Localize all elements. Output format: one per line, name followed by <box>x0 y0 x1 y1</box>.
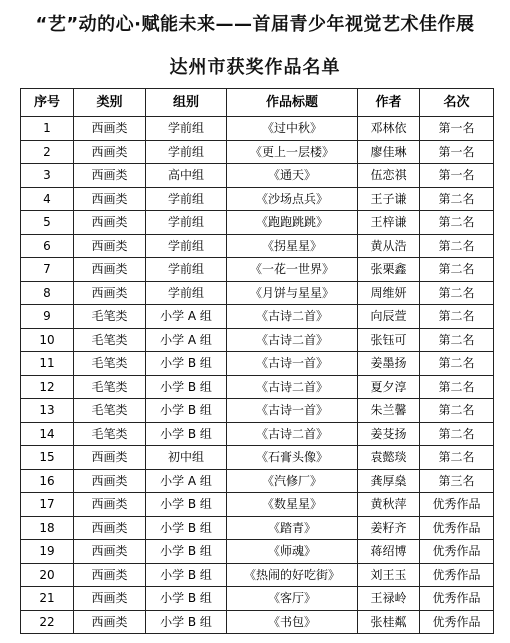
cell-group: 小学 B 组 <box>146 375 227 399</box>
cell-category: 西画类 <box>74 164 146 188</box>
cell-work-title: 《客厅》 <box>227 587 358 611</box>
cell-number: 17 <box>21 493 74 517</box>
cell-work-title: 《古诗二首》 <box>227 375 358 399</box>
table-row <box>21 563 494 587</box>
cell-group: 学前组 <box>146 140 227 164</box>
cell-rank: 第二名 <box>420 422 494 446</box>
cell-author: 张栗鑫 <box>358 258 420 282</box>
cell-author: 王梓谦 <box>358 211 420 235</box>
header-category: 类别 <box>74 89 146 117</box>
cell-work-title: 《一花一世界》 <box>227 258 358 282</box>
table-row <box>21 258 494 282</box>
cell-rank: 第一名 <box>420 117 494 141</box>
cell-category: 西画类 <box>74 587 146 611</box>
cell-author: 蒋绍博 <box>358 540 420 564</box>
table-row <box>21 164 494 188</box>
cell-author: 王禄岭 <box>358 587 420 611</box>
cell-category: 毛笔类 <box>74 422 146 446</box>
cell-group: 小学 A 组 <box>146 469 227 493</box>
cell-number: 15 <box>21 446 74 470</box>
cell-author: 朱兰馨 <box>358 399 420 423</box>
cell-rank: 第二名 <box>420 446 494 470</box>
cell-author: 姜芟扬 <box>358 422 420 446</box>
cell-rank: 第二名 <box>420 211 494 235</box>
cell-rank: 第二名 <box>420 281 494 305</box>
table-row <box>21 375 494 399</box>
cell-author: 姜籽齐 <box>358 516 420 540</box>
cell-group: 小学 B 组 <box>146 422 227 446</box>
header-work-title: 作品标题 <box>227 89 358 117</box>
cell-work-title: 《古诗二首》 <box>227 422 358 446</box>
cell-group: 小学 B 组 <box>146 563 227 587</box>
cell-group: 小学 A 组 <box>146 305 227 329</box>
cell-rank: 第二名 <box>420 328 494 352</box>
table-row <box>21 211 494 235</box>
table-row <box>21 352 494 376</box>
cell-work-title: 《古诗二首》 <box>227 328 358 352</box>
cell-work-title: 《古诗一首》 <box>227 352 358 376</box>
table-row <box>21 610 494 634</box>
cell-rank: 第一名 <box>420 140 494 164</box>
cell-group: 高中组 <box>146 164 227 188</box>
cell-work-title: 《汽修厂》 <box>227 469 358 493</box>
cell-author: 龚厚燊 <box>358 469 420 493</box>
cell-group: 小学 B 组 <box>146 540 227 564</box>
cell-work-title: 《拐星星》 <box>227 234 358 258</box>
cell-category: 西画类 <box>74 516 146 540</box>
header-rank: 名次 <box>420 89 494 117</box>
cell-author: 刘王玉 <box>358 563 420 587</box>
cell-number: 20 <box>21 563 74 587</box>
table-row <box>21 399 494 423</box>
cell-work-title: 《热闹的好吃街》 <box>227 563 358 587</box>
cell-number: 21 <box>21 587 74 611</box>
cell-rank: 优秀作品 <box>420 563 494 587</box>
cell-category: 西画类 <box>74 540 146 564</box>
table-row <box>21 305 494 329</box>
cell-work-title: 《通天》 <box>227 164 358 188</box>
header-group: 组别 <box>146 89 227 117</box>
cell-number: 22 <box>21 610 74 634</box>
cell-category: 毛笔类 <box>74 375 146 399</box>
table-row <box>21 117 494 141</box>
page-subtitle: 达州市获奖作品名单 <box>169 57 341 78</box>
cell-work-title: 《踏青》 <box>227 516 358 540</box>
cell-number: 14 <box>21 422 74 446</box>
page-title: “艺”动的心·赋能未来——首届青少年视觉艺术佳作展 <box>35 14 475 35</box>
cell-category: 西画类 <box>74 258 146 282</box>
cell-author: 黄秋萍 <box>358 493 420 517</box>
cell-work-title: 《更上一层楼》 <box>227 140 358 164</box>
cell-work-title: 《古诗二首》 <box>227 305 358 329</box>
cell-work-title: 《师魂》 <box>227 540 358 564</box>
table-row <box>21 469 494 493</box>
cell-author: 袁懿琰 <box>358 446 420 470</box>
cell-rank: 优秀作品 <box>420 493 494 517</box>
cell-work-title: 《过中秋》 <box>227 117 358 141</box>
cell-group: 小学 B 组 <box>146 399 227 423</box>
cell-author: 邓林依 <box>358 117 420 141</box>
cell-number: 5 <box>21 211 74 235</box>
cell-work-title: 《跑跑跳跳》 <box>227 211 358 235</box>
cell-work-title: 《石膏头像》 <box>227 446 358 470</box>
table-body <box>21 117 494 634</box>
cell-category: 毛笔类 <box>74 399 146 423</box>
cell-rank: 第二名 <box>420 187 494 211</box>
cell-category: 西画类 <box>74 211 146 235</box>
cell-group: 学前组 <box>146 211 227 235</box>
cell-rank: 第二名 <box>420 305 494 329</box>
table-row <box>21 446 494 470</box>
cell-category: 西画类 <box>74 117 146 141</box>
table-row <box>21 422 494 446</box>
cell-category: 西画类 <box>74 281 146 305</box>
cell-category: 毛笔类 <box>74 352 146 376</box>
cell-author: 伍恋祺 <box>358 164 420 188</box>
table-header-row <box>21 89 494 117</box>
cell-group: 小学 B 组 <box>146 610 227 634</box>
cell-work-title: 《古诗一首》 <box>227 399 358 423</box>
cell-number: 18 <box>21 516 74 540</box>
cell-number: 6 <box>21 234 74 258</box>
header-number: 序号 <box>21 89 74 117</box>
table-row <box>21 140 494 164</box>
cell-number: 8 <box>21 281 74 305</box>
cell-rank: 优秀作品 <box>420 516 494 540</box>
table-row <box>21 493 494 517</box>
cell-number: 19 <box>21 540 74 564</box>
cell-category: 西画类 <box>74 446 146 470</box>
cell-group: 小学 B 组 <box>146 587 227 611</box>
table-row <box>21 234 494 258</box>
cell-number: 3 <box>21 164 74 188</box>
cell-rank: 优秀作品 <box>420 540 494 564</box>
cell-category: 西画类 <box>74 493 146 517</box>
cell-rank: 第三名 <box>420 469 494 493</box>
cell-group: 小学 B 组 <box>146 493 227 517</box>
cell-author: 张桂粼 <box>358 610 420 634</box>
cell-rank: 优秀作品 <box>420 587 494 611</box>
cell-group: 小学 A 组 <box>146 328 227 352</box>
table-row <box>21 540 494 564</box>
cell-author: 王子谦 <box>358 187 420 211</box>
cell-category: 毛笔类 <box>74 328 146 352</box>
cell-rank: 第二名 <box>420 375 494 399</box>
cell-author: 向辰萱 <box>358 305 420 329</box>
cell-category: 西画类 <box>74 234 146 258</box>
award-list-table <box>20 88 494 634</box>
cell-rank: 第二名 <box>420 399 494 423</box>
cell-group: 学前组 <box>146 258 227 282</box>
table-row <box>21 281 494 305</box>
cell-group: 小学 B 组 <box>146 352 227 376</box>
cell-group: 学前组 <box>146 187 227 211</box>
cell-rank: 第一名 <box>420 164 494 188</box>
cell-rank: 优秀作品 <box>420 610 494 634</box>
table-row <box>21 187 494 211</box>
cell-number: 10 <box>21 328 74 352</box>
cell-number: 16 <box>21 469 74 493</box>
table-row <box>21 516 494 540</box>
cell-number: 1 <box>21 117 74 141</box>
table-row <box>21 328 494 352</box>
cell-category: 西画类 <box>74 563 146 587</box>
cell-rank: 第二名 <box>420 234 494 258</box>
cell-author: 周维妍 <box>358 281 420 305</box>
cell-number: 11 <box>21 352 74 376</box>
cell-number: 7 <box>21 258 74 282</box>
cell-number: 2 <box>21 140 74 164</box>
cell-group: 小学 B 组 <box>146 516 227 540</box>
cell-number: 12 <box>21 375 74 399</box>
cell-author: 黄从浩 <box>358 234 420 258</box>
cell-category: 毛笔类 <box>74 305 146 329</box>
cell-category: 西画类 <box>74 469 146 493</box>
cell-group: 初中组 <box>146 446 227 470</box>
table-row <box>21 587 494 611</box>
cell-group: 学前组 <box>146 117 227 141</box>
cell-work-title: 《沙场点兵》 <box>227 187 358 211</box>
cell-rank: 第二名 <box>420 352 494 376</box>
header-author: 作者 <box>358 89 420 117</box>
cell-number: 4 <box>21 187 74 211</box>
cell-author: 廖佳琳 <box>358 140 420 164</box>
cell-category: 西画类 <box>74 610 146 634</box>
cell-author: 张钰可 <box>358 328 420 352</box>
cell-group: 学前组 <box>146 234 227 258</box>
cell-work-title: 《数星星》 <box>227 493 358 517</box>
cell-author: 夏夕淳 <box>358 375 420 399</box>
cell-number: 13 <box>21 399 74 423</box>
cell-group: 学前组 <box>146 281 227 305</box>
cell-number: 9 <box>21 305 74 329</box>
cell-work-title: 《书包》 <box>227 610 358 634</box>
cell-author: 姜墨扬 <box>358 352 420 376</box>
cell-work-title: 《月饼与星星》 <box>227 281 358 305</box>
cell-category: 西画类 <box>74 140 146 164</box>
cell-category: 西画类 <box>74 187 146 211</box>
cell-rank: 第二名 <box>420 258 494 282</box>
